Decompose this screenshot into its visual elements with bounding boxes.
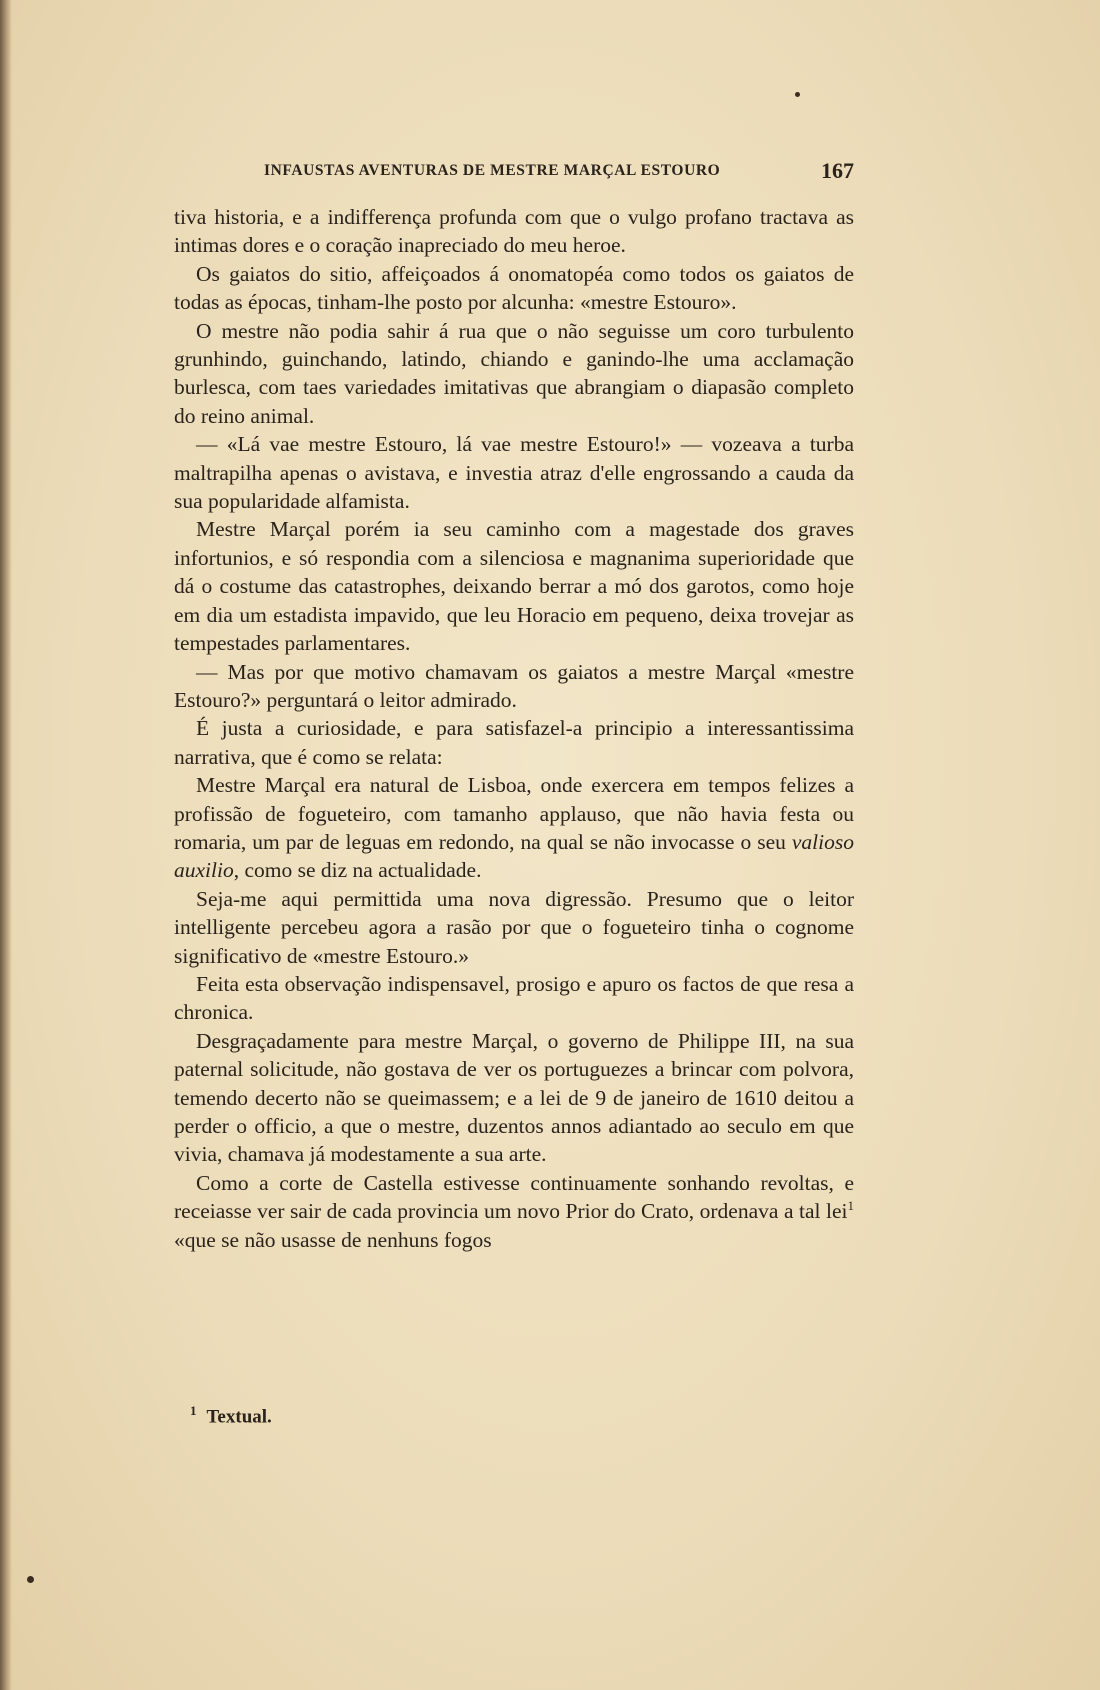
paragraph: Os gaiatos do sitio, affeiçoados á onomatopéa como todos os gaiatos de todas as épocas, tinham-lhe posto por alcunha: «mestre Estouro».	[174, 261, 854, 315]
paragraph	[174, 771, 854, 885]
paragraph: Desgraçadamente para mestre Marçal, o governo de Philippe III, na sua paternal solicitude, não gostava de ver os portuguezes a brincar com polvora, temendo decerto não se queimassem; e a lei de 9 de janeiro de 1610 deitou a perder o officio, a que o mestre, duzentos annos adiantado ao seculo em que vivia, chamava já modestamente a sua arte.	[174, 1028, 854, 1167]
paragraph: Mestre Marçal porém ia seu caminho com a magestade dos graves infortunios, e só respondia com a silenciosa e magnanima superioridade que dá o costume das catastrophes, deixando berrar a mó dos garotos, como hoje em dia um estadista impavido, que leu Horacio em pequeno, deixa trovejar as tempestades parlamentares.	[174, 517, 854, 656]
footnote-mark: 1	[190, 1403, 197, 1418]
footnote-text: Textual.	[206, 1406, 272, 1428]
paragraph-text: «que se não usasse de nenhuns fogos	[174, 1227, 492, 1252]
paragraph: É justa a curiosidade, e para satisfazel-a principio a interessantissima narrativa, que é como se relata:	[174, 716, 854, 769]
paragraph-text: Mestre Marçal era natural de Lisboa, onde exercera em tempos felizes a profissão de fogueteiro, com tamanho applauso, que não havia festa ou romaria, um par de leguas em redondo, na qual se não invocasse o seu	[174, 773, 854, 854]
paper-speck	[795, 92, 800, 97]
paragraph-dialogue: — «Lá vae mestre Estouro, lá vae mestre Estouro!» — vozeava a turba maltrapilha apenas o avistava, e investia atraz d'elle engrossando a cauda da sua popularidade alfamista.	[174, 432, 854, 514]
paragraph-text: , como se diz na actualidade.	[233, 858, 482, 883]
paper-speck	[27, 1576, 34, 1583]
running-title: INFAUSTAS AVENTURAS DE MESTRE MARÇAL ESTOURO	[264, 162, 721, 179]
paragraph: Seja-me aqui permittida uma nova digressão. Presumo que o leitor intelligente percebeu agora a rasão por que o fogueteiro tinha o cognome significativo de «mestre Estouro.»	[174, 886, 854, 968]
footnote-reference: 1	[847, 1198, 854, 1214]
paragraph-dialogue: — Mas por que motivo chamavam os gaiatos a mestre Marçal «mestre Estouro?» perguntará o leitor admirado.	[174, 659, 854, 712]
footnotes	[190, 1403, 272, 1428]
page-header	[174, 158, 854, 188]
paragraph-continuation: tiva historia, e a indifferença profunda com que o vulgo profano tractava as intimas dores e o coração inapreciado do meu heroe.	[174, 205, 854, 258]
paragraph	[174, 1169, 854, 1254]
page-number: 167	[821, 158, 854, 183]
paragraph: O mestre não podia sahir á rua que o não seguisse um coro turbulento grunhindo, guinchando, latindo, chiando e ganindo-lhe uma acclamação burlesca, com taes variedades imitativas que abrangiam o diapasão completo do reino animal.	[174, 318, 854, 428]
body-text	[174, 203, 854, 1254]
paragraph-text: Como a corte de Castella estivesse continuamente sonhando revoltas, e receiasse ver sair de cada provincia um novo Prior do Crato, ordenava a tal lei	[174, 1170, 854, 1224]
paragraph: Feita esta observação indispensavel, prosigo e apuro os factos de que resa a chronica.	[174, 971, 854, 1025]
italic-phrase: valioso auxilio	[174, 829, 854, 883]
